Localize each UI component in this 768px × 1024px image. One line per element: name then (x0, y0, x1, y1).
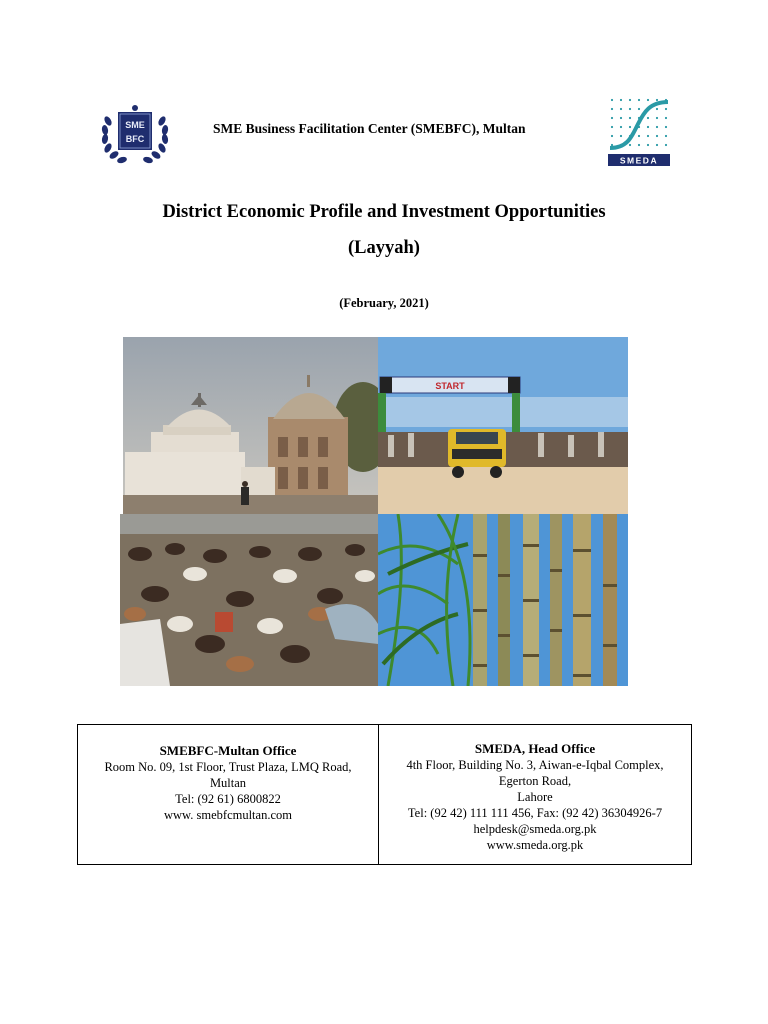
smebfc-office-contact (78, 725, 379, 864)
smeda-address-line1: 4th Floor, Building No. 3, Aiwan-e-Iqbal Complex, (406, 758, 664, 772)
cattle-market-photo (120, 514, 378, 686)
contact-table (77, 724, 692, 865)
shrine-photo (123, 337, 378, 514)
smebfc-website: www. smebfcmultan.com (164, 808, 292, 822)
smebfc-office-heading: SMEBFC-Multan Office (159, 743, 297, 758)
smeda-office-heading: SMEDA, Head Office (474, 741, 596, 756)
smeda-logo-text: SMEDA (619, 155, 659, 166)
organization-name: SME Business Facilitation Center (SMEBFC), Multan (213, 121, 526, 136)
logo-letters-bottom: BFC (125, 134, 145, 144)
smebfc-address-line1: Room No. 09, 1st Floor, Trust Plaza, LMQ Road, (104, 760, 352, 774)
smeda-telephone-fax: Tel: (92 42) 111 111 456, Fax: (92 42) 36304926-7 (407, 806, 663, 820)
document-date: (February, 2021) (339, 296, 429, 310)
start-banner-text: START (435, 381, 465, 391)
smebfc-address-line2: Multan (209, 776, 247, 790)
jeep-rally-photo (378, 337, 628, 514)
sugarcane-photo (378, 514, 628, 686)
logo-letters-top: SME (125, 120, 145, 130)
document-title: District Economic Profile and Investment Opportunities (162, 202, 606, 222)
smeda-email: helpdesk@smeda.org.pk (473, 822, 597, 836)
smebfc-telephone: Tel: (92 61) 6800822 (175, 792, 281, 806)
document-subtitle: (Layyah) (348, 238, 420, 258)
smeda-address-line3: Lahore (517, 790, 553, 804)
smeda-head-office-contact (379, 725, 691, 864)
smeda-website: www.smeda.org.pk (486, 838, 584, 852)
smeda-logo (606, 96, 672, 168)
smeda-address-line2: Egerton Road, (498, 774, 572, 788)
smebfc-logo (98, 103, 172, 165)
